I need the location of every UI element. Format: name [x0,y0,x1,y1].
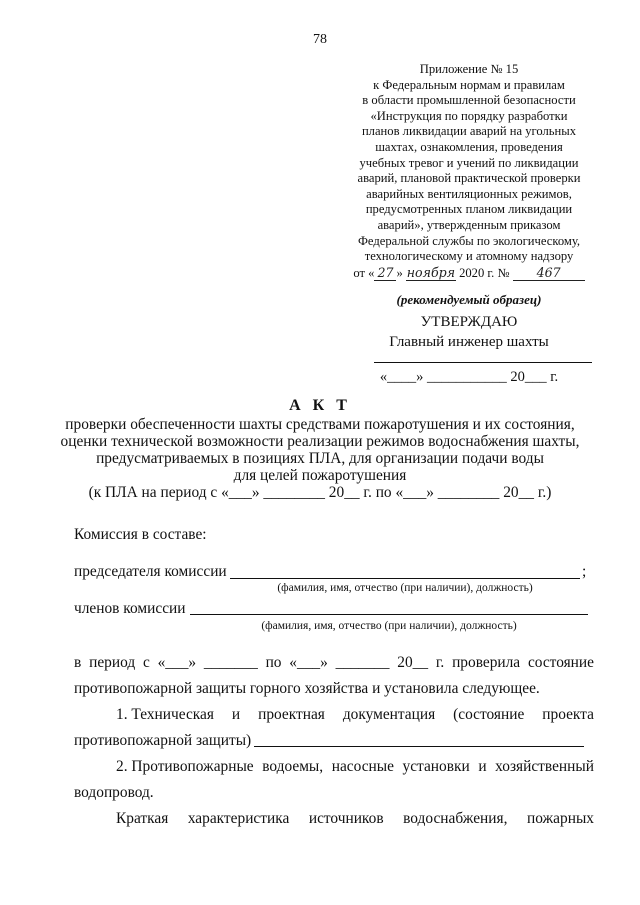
appendix-line: аварий, плановой практической проверки [357,171,581,186]
appendix-block [330,62,608,281]
word: 20__ [397,654,429,671]
chairman-end: ; [582,563,587,580]
item1-line-2: противопожарной защиты) [74,732,252,749]
appendix-line: к Федеральным нормам и правилам [373,77,565,92]
word: водоемы, [262,758,324,775]
act-title: А К Т [289,397,351,414]
act-subtitle-line: проверки обеспеченности шахты средствами пожаротушения и их состояния, [65,416,575,433]
period-line [74,654,594,672]
appendix-line: Приложение № 15 [419,62,519,76]
appendix-line: технологическому и атомному надзору [364,249,574,264]
word: _______ [203,654,258,671]
word: период [89,654,136,671]
word: 2. Противопожарные [116,758,254,775]
appendix-line: Федеральной службы по экологическому, [357,233,581,248]
item1-fill-line [254,746,584,747]
act-subtitle-line: для целей пожаротушения [233,467,407,484]
chairman-line [230,578,580,579]
appendix-line: аварий», утвержденным приказом [377,217,561,232]
handwritten-day: 27 [374,265,396,282]
word: насосные [331,758,394,775]
item1-line [116,706,594,724]
word: характеристика [187,810,290,827]
page-number: 78 [313,32,327,47]
word: с [142,654,150,671]
approve-date: «____» ___________ 20___ г. [379,369,559,385]
item2-line-2: водопровод. [74,784,154,801]
word: источников [308,810,384,827]
word: водоснабжения, [403,810,508,827]
word: 1. Техническая [116,706,214,723]
word: хозяйственный [495,758,594,775]
act-subtitle-line: предусматриваемых в позициях ПЛА, для организации подачи воды [96,450,544,467]
item2-line [116,758,594,776]
appendix-line: учебных тревог и учений по ликвидации [359,155,579,170]
word: Краткая [116,810,169,827]
act-period-line: (к ПЛА на период с «___» ________ 20__ г. по «___» ________ 20__ г.) [88,484,552,501]
word: в [74,654,82,671]
word: состояние [527,654,594,671]
act-subtitle [40,416,600,501]
approve-title: УТВЕРЖДАЮ [420,314,518,330]
members-caption: (фамилия, имя, отчество (при наличии), должность) [261,620,517,632]
word: проекта [542,706,594,723]
word: и [231,706,241,723]
period-line-2: противопожарной защиты горного хозяйства и установила следующее. [74,680,540,697]
word: проверила [452,654,521,671]
word: документация [342,706,436,723]
signature-line [374,362,592,363]
members-line [190,614,588,615]
act-subtitle-line: оценки технической возможности реализации режимов водоснабжения шахты, [60,433,580,450]
chairman-row [74,563,227,581]
chairman-caption: (фамилия, имя, отчество (при наличии), должность) [277,582,533,594]
word: по [265,654,282,671]
order-date-line [330,265,608,282]
chairman-label: председателя комиссии [74,563,227,580]
appendix-line: «Инструкция по порядку разработки [370,108,568,123]
order-mid: » [396,265,403,280]
word: г. [435,654,445,671]
summary-line [116,810,594,828]
commission-heading: Комиссия в составе: [74,526,207,543]
order-year-text: 2020 г. № [459,265,510,280]
word: и [478,758,487,775]
word: _______ [335,654,390,671]
appendix-line: планов ликвидации аварий на угольных [361,124,577,139]
appendix-line: в области промышленной безопасности [362,93,576,108]
order-prefix: от « [353,265,375,280]
word: «___» [289,654,328,671]
word: проектная [258,706,325,723]
appendix-line: аварийных вентиляционных режимов, [366,186,572,201]
handwritten-order-number: 467 [513,265,585,282]
word: установки [402,758,470,775]
word: «___» [157,654,197,671]
appendix-line: предусмотренных планом ликвидации [365,202,573,217]
handwritten-month: ноября [406,264,456,280]
word: пожарных [527,810,594,827]
approve-role: Главный инженер шахты [389,334,549,350]
appendix-line: шахтах, ознакомления, проведения [375,139,563,154]
recommended-note: (рекомендуемый образец) [396,292,542,307]
members-label: членов комиссии [74,600,186,617]
word: (состояние [453,706,525,723]
